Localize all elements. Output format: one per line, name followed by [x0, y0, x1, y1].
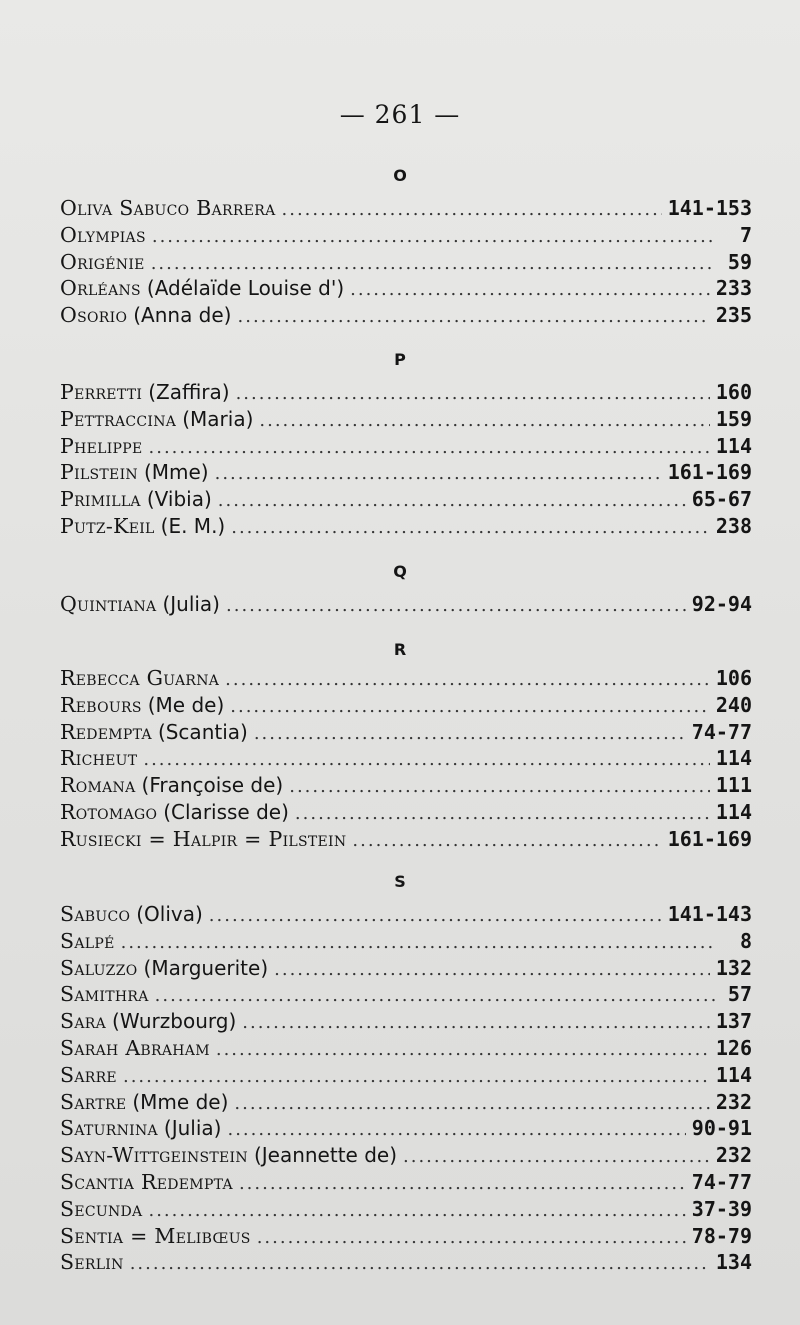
entry-detail: (Maria) [182, 406, 254, 431]
entry-name: Pilstein [60, 460, 138, 485]
index-entry [60, 221, 752, 249]
entry-pages: 8 [739, 928, 752, 953]
entry-name: Rotomago [60, 800, 158, 824]
dot-leader [143, 746, 710, 774]
dot-leader [225, 666, 710, 694]
dot-leader [295, 800, 710, 828]
entry-name: Sabuco [60, 902, 131, 926]
entry-pages: 161-169 [667, 826, 752, 851]
entry-detail: (Scantia) [157, 719, 248, 744]
entry-name: Richeut [60, 746, 138, 771]
entry-pages: 7 [739, 222, 752, 247]
entry-pages: 74-77 [691, 1170, 752, 1194]
dot-leader [231, 514, 710, 542]
entry-name: Sarre [60, 1062, 117, 1087]
entry-pages: 160 [715, 380, 752, 404]
entry-pages: 78-79 [691, 1223, 752, 1248]
index-entry [60, 954, 752, 982]
entry-name: Scantia Redempta [60, 1170, 233, 1194]
entry-detail: (Françoise de) [141, 773, 284, 798]
index-entry [60, 825, 752, 853]
index-entry [60, 718, 752, 746]
index-entry [60, 194, 752, 222]
entry-detail: (Adélaïde Louise d') [146, 276, 345, 301]
index-entry [60, 1088, 752, 1116]
index-entry [60, 301, 752, 329]
index-entry [60, 927, 752, 955]
entry-detail: (Clarisse de) [163, 800, 289, 824]
index-entry [60, 485, 752, 513]
entry-pages: 132 [715, 955, 752, 980]
entry-pages: 90-91 [691, 1116, 752, 1141]
dot-leader [151, 250, 716, 278]
entry-detail: (Mme) [143, 460, 209, 485]
entry-name: Romana [60, 773, 136, 798]
section-letter: O [393, 166, 407, 185]
index-entry [60, 432, 752, 460]
entry-name: Olympias [60, 222, 146, 247]
entry-pages: 159 [715, 406, 752, 431]
entry-name: Sayn-Wittgeinstein [60, 1143, 248, 1168]
entry-pages: 134 [715, 1250, 752, 1275]
dot-leader [257, 1224, 686, 1252]
entry-pages: 65-67 [691, 487, 752, 512]
entry-detail: (Marguerite) [143, 955, 269, 980]
entry-pages: 233 [715, 276, 752, 301]
entry-name: Sara [60, 1009, 107, 1034]
index-entry [60, 1114, 752, 1142]
dot-leader [242, 1009, 710, 1037]
dot-leader [289, 773, 710, 801]
entry-name: Saluzzo [60, 955, 138, 980]
entry-pages: 126 [715, 1036, 752, 1060]
index-entry [60, 378, 752, 406]
dot-leader [149, 434, 710, 462]
entry-detail: (Zaffira) [148, 380, 230, 404]
entry-name: Rebecca Guarna [60, 666, 220, 690]
entry-detail: (Me de) [147, 692, 225, 717]
entry-pages: 114 [715, 1062, 752, 1087]
entry-detail: (Julia) [163, 1116, 222, 1141]
index-entry [60, 1061, 752, 1089]
dot-leader [236, 380, 710, 408]
index-entry [60, 664, 752, 692]
entry-name: Rebours [60, 692, 142, 717]
index-entry [60, 405, 752, 433]
index-entry [60, 1007, 752, 1035]
section-letter: P [394, 350, 406, 369]
entry-pages: 57 [727, 982, 752, 1007]
dot-leader [403, 1143, 710, 1171]
entry-pages: 92-94 [691, 592, 752, 616]
index-entry [60, 771, 752, 799]
index-entry [60, 744, 752, 772]
entry-pages: 111 [715, 773, 752, 798]
entry-pages: 114 [715, 433, 752, 458]
entry-pages: 137 [715, 1009, 752, 1034]
index-entry [60, 798, 752, 826]
index-entry [60, 458, 752, 486]
index-entry [60, 1222, 752, 1250]
index-entry [60, 274, 752, 302]
dot-leader [274, 956, 710, 984]
index-entry [60, 248, 752, 276]
index-entry [60, 1034, 752, 1062]
entry-pages: 141-143 [667, 902, 752, 926]
section-letter: R [393, 640, 407, 659]
dot-leader [227, 1116, 685, 1144]
dot-leader [148, 1197, 685, 1225]
dot-leader [230, 693, 710, 721]
dot-leader [254, 720, 686, 748]
entry-detail: (Vibia) [146, 487, 212, 512]
section-letter: S [394, 872, 406, 891]
entry-pages: 114 [715, 800, 752, 824]
entry-name: Rusiecki = Halpir = Pilstein [60, 826, 347, 851]
entry-name: Putz-Keil [60, 514, 155, 538]
entry-detail: (Mme de) [132, 1089, 229, 1114]
entry-pages: 106 [715, 666, 752, 690]
index-entry [60, 900, 752, 928]
entry-name: Orléans [60, 276, 141, 301]
entry-pages: 114 [715, 746, 752, 771]
dot-leader [216, 1036, 710, 1064]
entry-pages: 232 [715, 1089, 752, 1114]
dot-leader [259, 407, 710, 435]
section-letter: Q [393, 562, 407, 581]
index-entry [60, 1195, 752, 1223]
entry-name: Redempta [60, 719, 152, 744]
entry-name: Origénie [60, 249, 145, 274]
entry-name: Secunda [60, 1196, 143, 1221]
entry-detail: (Wurzbourg) [112, 1009, 237, 1034]
dot-leader [209, 902, 662, 930]
entry-detail: (Anna de) [133, 303, 232, 328]
dot-leader [155, 982, 716, 1010]
entry-name: Phelippe [60, 433, 143, 458]
dot-leader [121, 929, 716, 957]
dot-leader [215, 460, 662, 488]
entry-detail: (Oliva) [136, 902, 203, 926]
index-entry [60, 1248, 752, 1276]
page-number: — 261 — [339, 100, 461, 129]
entry-name: Quintiana [60, 592, 157, 616]
entry-name: Oliva Sabuco Barrera [60, 196, 276, 220]
entry-pages: 59 [727, 249, 752, 274]
entry-name: Perretti [60, 380, 143, 404]
entry-name: Serlin [60, 1250, 124, 1275]
entry-pages: 235 [715, 303, 752, 328]
entry-detail: (E. M.) [160, 514, 226, 538]
index-entry [60, 512, 752, 540]
dot-leader [352, 827, 661, 855]
entry-name: Sarah Abraham [60, 1036, 210, 1060]
entry-name: Primilla [60, 487, 141, 512]
dot-leader [130, 1250, 710, 1278]
entry-detail: (Julia) [162, 592, 220, 616]
entry-name: Pettraccina [60, 406, 177, 431]
dot-leader [123, 1063, 710, 1091]
entry-name: Salpé [60, 928, 115, 953]
entry-pages: 238 [715, 514, 752, 538]
dot-leader [218, 487, 686, 515]
entry-pages: 240 [715, 692, 752, 717]
entry-pages: 141-153 [667, 196, 752, 220]
entry-detail: (Jeannette de) [253, 1143, 398, 1168]
dot-leader [350, 276, 710, 304]
dot-leader [226, 592, 686, 620]
index-entry [60, 1141, 752, 1169]
entry-pages: 161-169 [667, 460, 752, 485]
entry-name: Sartre [60, 1089, 127, 1114]
index-entry [60, 691, 752, 719]
dot-leader [238, 303, 710, 331]
entry-pages: 37-39 [691, 1196, 752, 1221]
dot-leader [234, 1090, 710, 1118]
index-entry [60, 980, 752, 1008]
index-entry [60, 590, 752, 618]
index-entry [60, 1168, 752, 1196]
entry-name: Osorio [60, 303, 128, 328]
dot-leader [152, 223, 716, 251]
entry-name: Saturnina [60, 1116, 158, 1141]
dot-leader [282, 196, 662, 224]
entry-pages: 74-77 [691, 719, 752, 744]
entry-name: Samithra [60, 982, 149, 1007]
dot-leader [239, 1170, 686, 1198]
entry-name: Sentia = Melibœus [60, 1223, 251, 1248]
entry-pages: 232 [715, 1143, 752, 1168]
